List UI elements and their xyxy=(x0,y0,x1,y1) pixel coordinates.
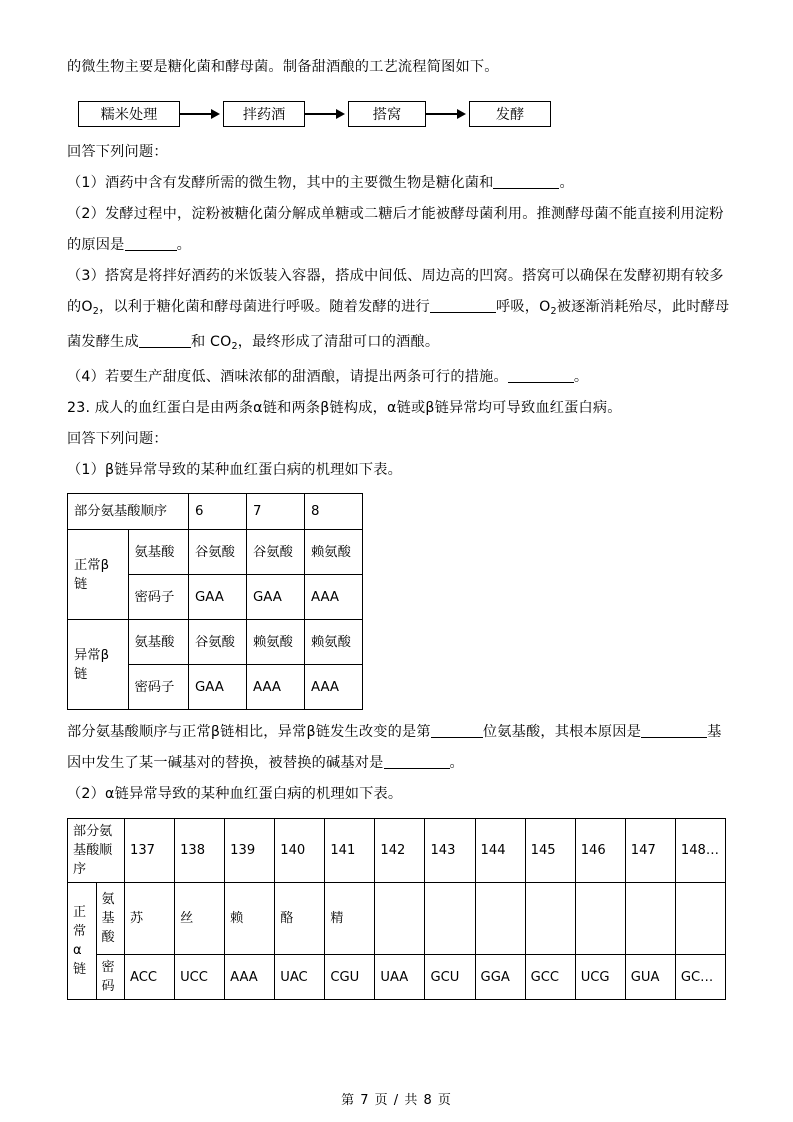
q23-sub1-num: （1） xyxy=(67,462,106,478)
q23-prompt: 回答下列问题： xyxy=(67,431,168,447)
table-cell: GCU xyxy=(425,955,475,1000)
after-table1-seg1: 部分氨基酸顺序与正常β链相比，异常β链发生改变的是第 xyxy=(67,724,431,740)
table-row xyxy=(68,955,726,1000)
right-arrow-icon xyxy=(305,109,348,119)
q22-item-1 xyxy=(67,168,731,199)
table-cell xyxy=(675,883,725,955)
table1-group-2-label: 异常β链 xyxy=(68,620,129,710)
table-cell: UAC xyxy=(275,955,325,1000)
q23-sub1-text: β链异常导致的某种血红蛋白病的机理如下表。 xyxy=(105,462,403,478)
table-cell: 谷氨酸 xyxy=(189,530,247,575)
table-cell: GCC xyxy=(525,955,575,1000)
q22-item-4 xyxy=(67,362,731,393)
flow-step-3: 搭窝 xyxy=(348,101,426,127)
after-table1-seg4: 。 xyxy=(449,755,464,771)
table-row xyxy=(68,530,363,575)
table-cell: 赖氨酸 xyxy=(305,530,363,575)
q22-item-3-seg7: ，最终形成了清甜可口的酒酿。 xyxy=(237,334,440,350)
q22-item-4-text: 若要生产甜度低、酒味浓郁的甜酒酿，请提出两条可行的措施。 xyxy=(105,369,508,385)
flow-step-2: 拌药酒 xyxy=(223,101,305,127)
table2-position: 142 xyxy=(375,819,425,883)
q22-item-4-tail: 。 xyxy=(573,369,589,385)
q22-item-1-tail: 。 xyxy=(559,175,574,191)
table-cell: 赖氨酸 xyxy=(247,620,305,665)
table1-row-name: 氨基酸 xyxy=(128,530,189,575)
table2-position: 138 xyxy=(175,819,225,883)
table-cell: 苏 xyxy=(125,883,175,955)
table-row xyxy=(68,883,726,955)
table-cell: 谷氨酸 xyxy=(247,530,305,575)
table-cell: AAA xyxy=(247,665,305,710)
answer-blank[interactable] xyxy=(125,236,177,251)
table2-group-label: 正常α链 xyxy=(68,883,97,1000)
oxygen-symbol: O xyxy=(81,299,93,315)
table-cell: 赖氨酸 xyxy=(305,620,363,665)
table1-position-1: 6 xyxy=(189,494,247,530)
right-arrow-icon xyxy=(426,109,469,119)
table-cell: 丝 xyxy=(175,883,225,955)
table-cell: GAA xyxy=(189,575,247,620)
table2-header-label: 部分氨基酸顺序 xyxy=(68,819,125,883)
flow-step-4: 发酵 xyxy=(469,101,551,127)
table1-row-name: 密码子 xyxy=(128,665,189,710)
beta-chain-table xyxy=(67,493,363,710)
answer-blank[interactable] xyxy=(431,723,483,738)
table2-position: 143 xyxy=(425,819,475,883)
table-row xyxy=(68,819,726,883)
table2-position: 137 xyxy=(125,819,175,883)
table-cell xyxy=(575,883,625,955)
q22-item-1-text: 酒药中含有发酵所需的微生物，其中的主要微生物是糖化菌和 xyxy=(105,175,494,191)
table1-position-3: 8 xyxy=(305,494,363,530)
q22-item-2-text: 发酵过程中，淀粉被糖化菌分解成单糖或二糖后才能被酵母菌利用。推测酵母菌不能直接利用淀粉的原因是 xyxy=(67,206,724,253)
table-cell: GGA xyxy=(475,955,525,1000)
table-cell xyxy=(425,883,475,955)
table-cell: 酪 xyxy=(275,883,325,955)
q22-item-3-seg3: ，以利于糖化菌和酵母菌进行呼吸。随着发酵的进行 xyxy=(99,299,430,315)
table-row xyxy=(68,620,363,665)
table2-position: 141 xyxy=(325,819,375,883)
answer-blank[interactable] xyxy=(493,174,559,189)
table-cell: GUA xyxy=(625,955,675,1000)
after-table1-seg2: 位氨基酸，其根本原因是 xyxy=(482,724,642,740)
q22-item-3-seg1: 搭窝是将拌好酒药的米饭装入容器，搭成中间低、周边高的凹窝。搭窝可以确保在发酵初期有较多的 xyxy=(67,268,724,315)
q23-after-table1 xyxy=(67,717,731,779)
table2-position: 145 xyxy=(525,819,575,883)
co2-subscript: 2 xyxy=(231,341,238,352)
q23-sub1 xyxy=(67,455,731,486)
table-cell: GAA xyxy=(189,665,247,710)
process-flowchart xyxy=(78,97,731,131)
right-arrow-icon xyxy=(180,109,223,119)
table1-group-1-label: 正常β链 xyxy=(68,530,129,620)
table1-row-name: 氨基酸 xyxy=(128,620,189,665)
q22-item-3-seg6: 和 CO xyxy=(190,334,232,350)
q22-item-3 xyxy=(67,261,731,362)
intro-line: 的微生物主要是糖化菌和酵母菌。制备甜酒酿的工艺流程简图如下。 xyxy=(67,59,499,75)
q22-item-2 xyxy=(67,199,731,261)
table2-position: 146 xyxy=(575,819,625,883)
table2-row-name: 氨基酸 xyxy=(96,883,125,955)
table-cell: 谷氨酸 xyxy=(189,620,247,665)
q22-prompt: 回答下列问题： xyxy=(67,144,168,160)
q22-item-2-tail: 。 xyxy=(176,237,191,253)
oxygen-subscript: 2 xyxy=(92,306,100,317)
table-cell: UCG xyxy=(575,955,625,1000)
q23-sub2 xyxy=(67,779,731,810)
table2-row-name: 密码 xyxy=(96,955,125,1000)
page-footer: 第 7 页 / 共 8 页 xyxy=(341,1093,452,1108)
q23-sub2-num: （2） xyxy=(67,786,106,802)
table-cell: 精 xyxy=(325,883,375,955)
table-cell: UCC xyxy=(175,955,225,1000)
q22-item-1-num: （1） xyxy=(67,175,106,191)
q22-item-3-seg4: 呼吸，O xyxy=(495,299,551,315)
flow-step-1: 糯米处理 xyxy=(78,101,180,127)
answer-blank[interactable] xyxy=(641,723,707,738)
q22-item-2-num: （2） xyxy=(67,206,106,222)
q22-item-4-num: （4） xyxy=(67,369,106,385)
table-cell: CGU xyxy=(325,955,375,1000)
table-cell: ACC xyxy=(125,955,175,1000)
table-cell: GAA xyxy=(247,575,305,620)
table2-position: 140 xyxy=(275,819,325,883)
answer-blank[interactable] xyxy=(139,333,191,348)
table1-position-2: 7 xyxy=(247,494,305,530)
table-cell: UAA xyxy=(375,955,425,1000)
q22-item-3-seg5: 被逐渐消耗殆尽，此时酵母菌发酵生成 xyxy=(67,299,730,350)
table-cell: GC… xyxy=(675,955,725,1000)
table-row xyxy=(68,494,363,530)
table-cell: AAA xyxy=(305,665,363,710)
table-cell: AAA xyxy=(305,575,363,620)
table2-position: 148… xyxy=(675,819,725,883)
alpha-chain-table xyxy=(67,818,726,1000)
table-cell xyxy=(525,883,575,955)
answer-blank[interactable] xyxy=(508,368,574,383)
table-cell xyxy=(475,883,525,955)
table2-position: 147 xyxy=(625,819,675,883)
table-cell xyxy=(625,883,675,955)
q23-sub2-text: α链异常导致的某种血红蛋白病的机理如下表。 xyxy=(105,786,403,802)
answer-blank[interactable] xyxy=(384,754,450,769)
after-table1-seg3: 基因中发生了某一碱基对的替换，被替换的碱基对是 xyxy=(67,724,722,771)
table-cell: AAA xyxy=(225,955,275,1000)
table-cell: 赖 xyxy=(225,883,275,955)
answer-blank[interactable] xyxy=(430,298,496,313)
table1-header-label: 部分氨基酸顺序 xyxy=(68,494,189,530)
table-cell xyxy=(375,883,425,955)
table2-position: 139 xyxy=(225,819,275,883)
table1-row-name: 密码子 xyxy=(128,575,189,620)
table2-position: 144 xyxy=(475,819,525,883)
q22-item-3-num: （3） xyxy=(67,268,106,284)
oxygen-subscript: 2 xyxy=(550,306,557,317)
q23-stem: 23. 成人的血红蛋白是由两条α链和两条β链构成，α链或β链异常均可导致血红蛋白病。 xyxy=(67,400,622,416)
